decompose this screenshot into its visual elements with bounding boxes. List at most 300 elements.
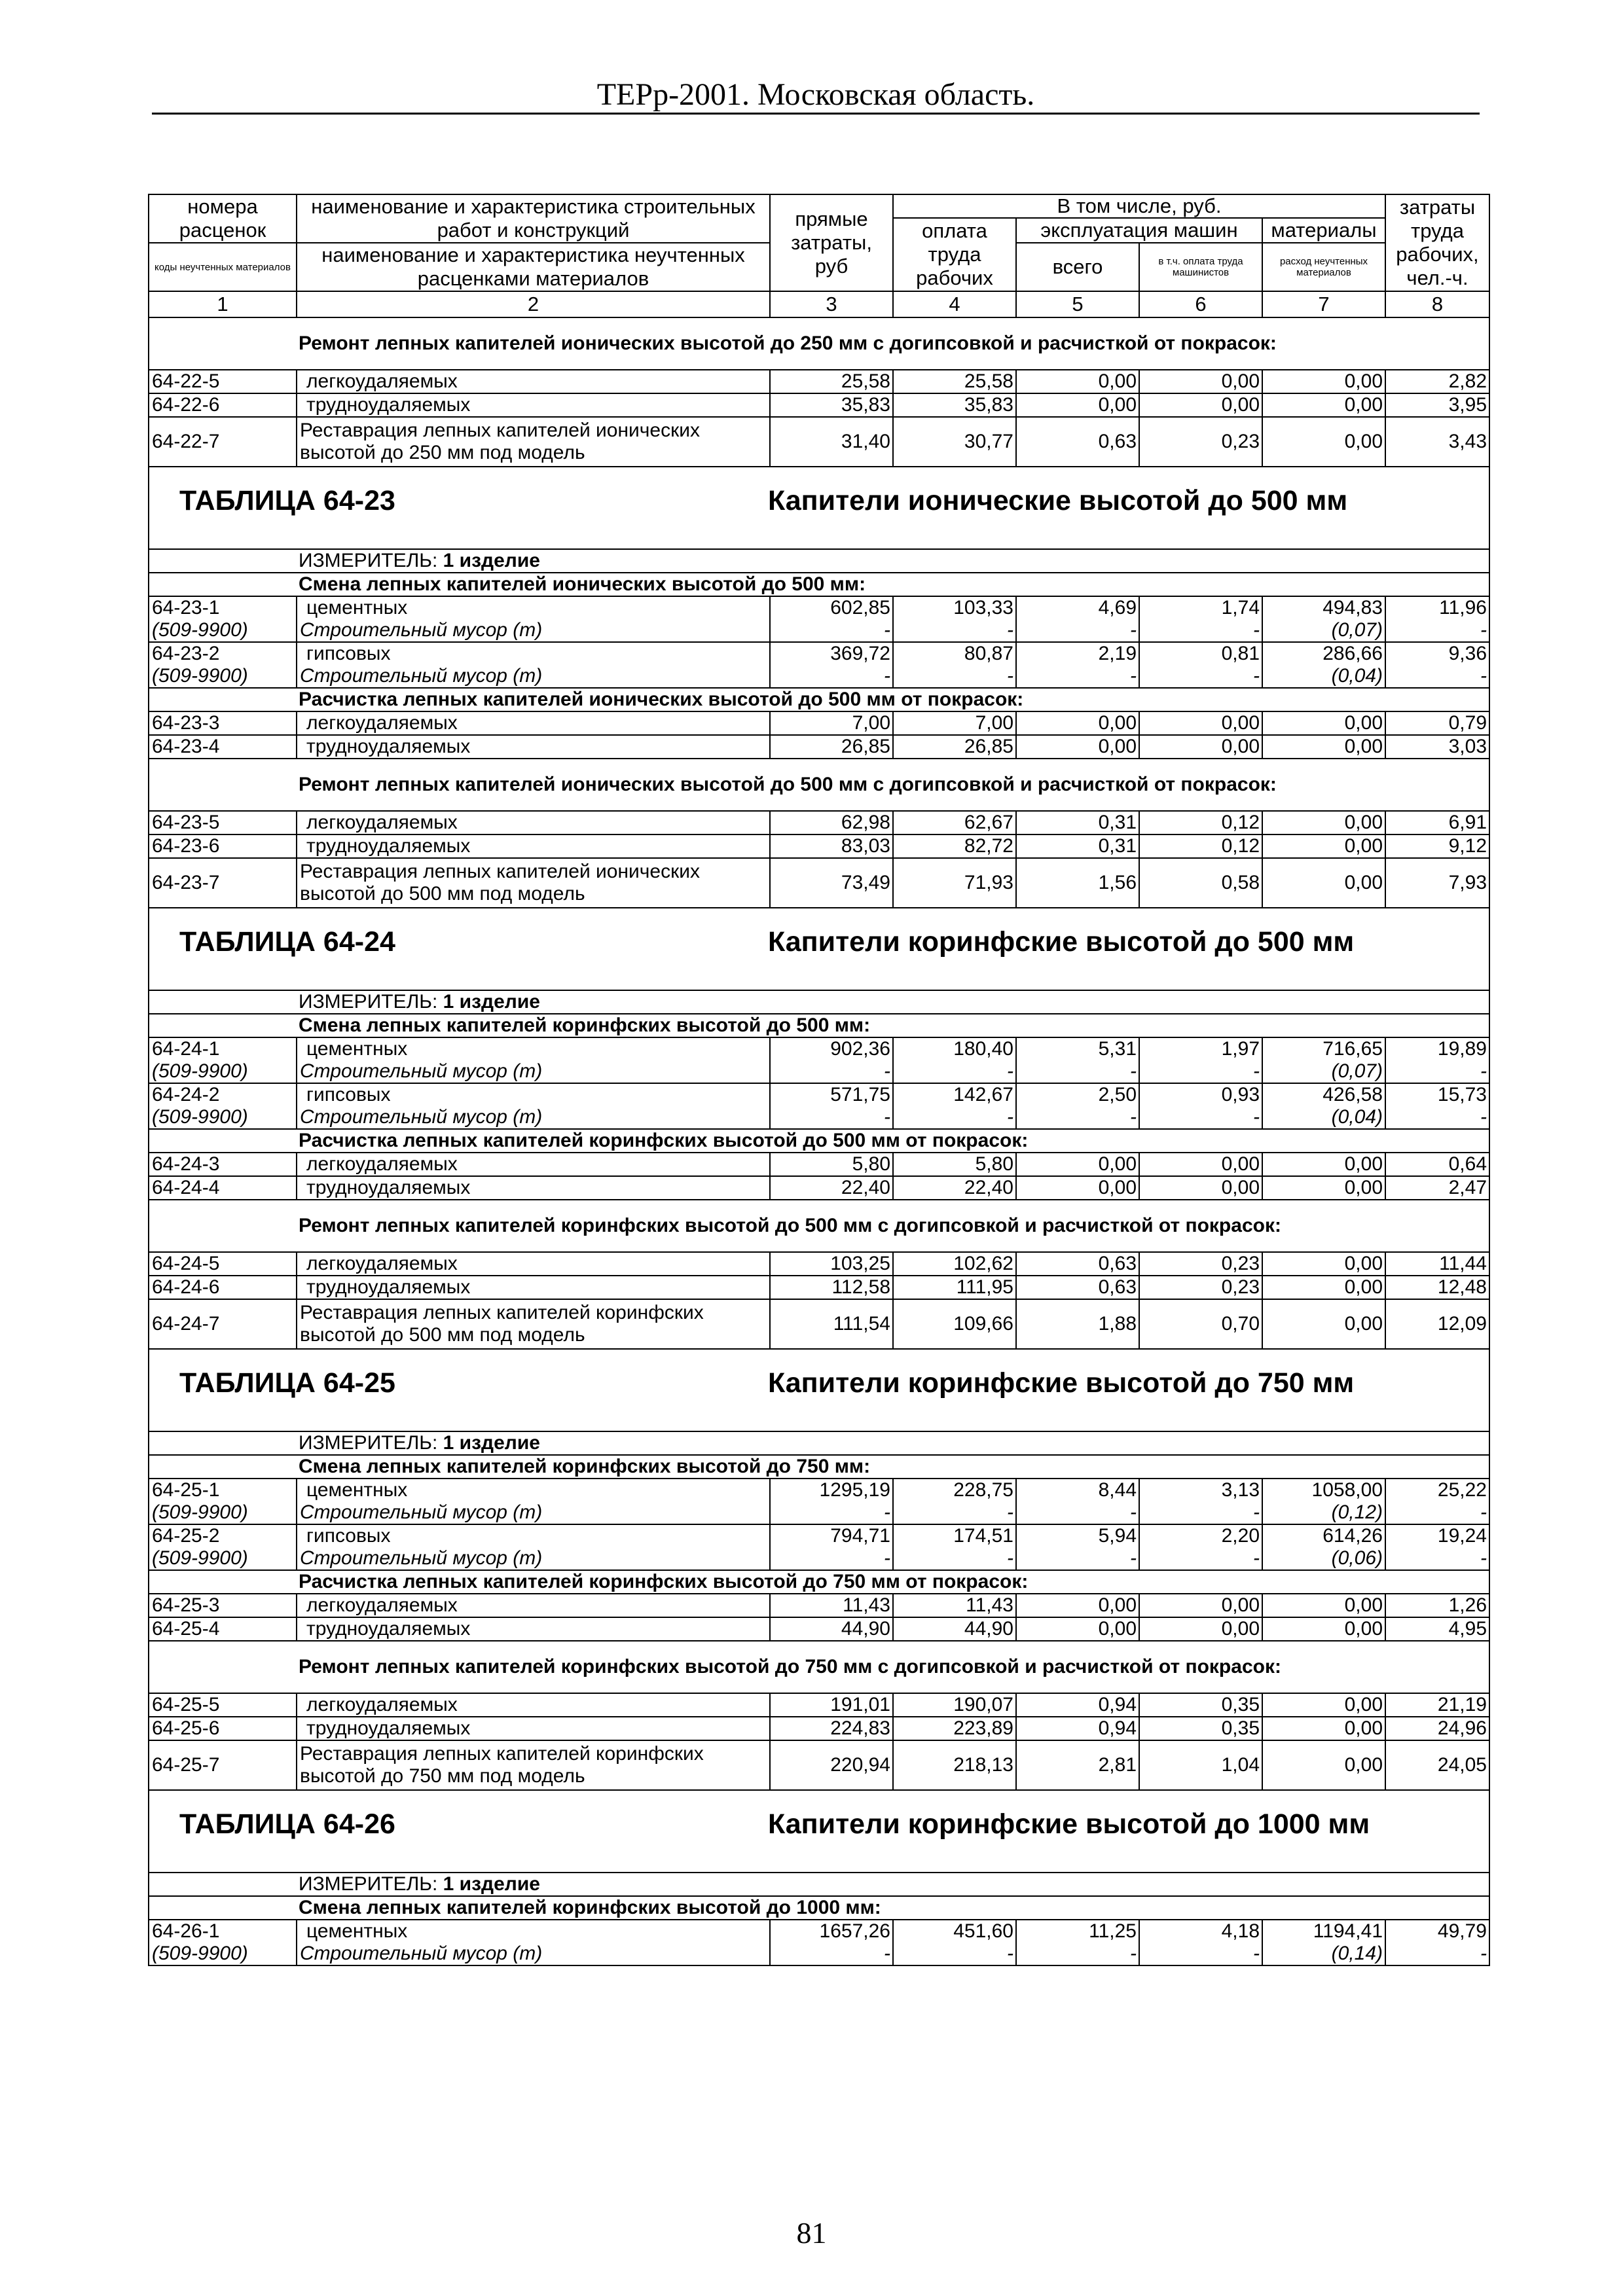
table-row: [149, 711, 1489, 735]
material-code: (509-9900): [149, 619, 297, 642]
col-7-header-bottom: расход неучтенных материалов: [1262, 243, 1385, 291]
labor-cost: 111,95: [893, 1276, 1016, 1299]
machine-cost: 2,50: [1016, 1083, 1139, 1106]
material-row: [149, 619, 1489, 642]
rate-code: 64-22-5: [149, 370, 297, 393]
material-consumption: (0,06): [1262, 1547, 1385, 1570]
labor-hours: -: [1385, 665, 1489, 688]
table-row: [149, 1740, 1489, 1790]
material-row: [149, 1943, 1489, 1965]
labor-cost: 5,80: [893, 1153, 1016, 1176]
labor-cost: 142,67: [893, 1083, 1016, 1106]
col-number: 1: [149, 291, 297, 317]
labor-hours: 15,73: [1385, 1083, 1489, 1106]
direct-cost: 224,83: [770, 1717, 893, 1740]
labor-hours: 3,43: [1385, 417, 1489, 467]
material-row: [149, 1060, 1489, 1083]
labor-cost: 30,77: [893, 417, 1016, 467]
table-title: ТАБЛИЦА 64-24: [179, 926, 395, 958]
rate-code: 64-25-3: [149, 1594, 297, 1617]
material-code: (509-9900): [149, 1547, 297, 1570]
machine-cost: 2,19: [1016, 642, 1139, 665]
work-name: Реставрация лепных капителей ионических высотой до 500 мм под модель: [297, 858, 770, 908]
rate-code: 64-23-5: [149, 811, 297, 834]
labor-cost: 102,62: [893, 1252, 1016, 1276]
machinist-cost: 0,00: [1139, 711, 1262, 735]
direct-cost: -: [770, 619, 893, 642]
machine-cost: 0,63: [1016, 1252, 1139, 1276]
machinist-cost: 0,58: [1139, 858, 1262, 908]
machinist-cost: -: [1139, 1106, 1262, 1129]
section-title: Расчистка лепных капителей коринфских высотой до 750 мм от покрасок:: [149, 1570, 1489, 1594]
rate-code: 64-25-6: [149, 1717, 297, 1740]
direct-cost: -: [770, 1943, 893, 1965]
machinist-cost: 0,35: [1139, 1717, 1262, 1740]
materials-cost: 0,00: [1262, 1252, 1385, 1276]
direct-cost: 26,85: [770, 735, 893, 759]
table-heading: [149, 1790, 1489, 1873]
direct-cost: 103,25: [770, 1252, 893, 1276]
machinist-cost: 0,81: [1139, 642, 1262, 665]
labor-hours: 19,24: [1385, 1524, 1489, 1547]
machinist-cost: -: [1139, 1943, 1262, 1965]
table-row: [149, 834, 1489, 858]
section-title: Расчистка лепных капителей ионических высотой до 500 мм от покрасок:: [149, 688, 1489, 711]
machinist-cost: 3,13: [1139, 1479, 1262, 1501]
material-consumption: (0,14): [1262, 1943, 1385, 1965]
machine-cost: -: [1016, 1106, 1139, 1129]
table-description: Капители коринфские высотой до 1000 мм: [768, 1808, 1370, 1840]
machine-cost: 0,00: [1016, 711, 1139, 735]
labor-hours: 7,93: [1385, 858, 1489, 908]
title-rule: [152, 113, 1480, 115]
machine-cost: 0,31: [1016, 834, 1139, 858]
material-code: (509-9900): [149, 665, 297, 688]
rate-code: 64-25-7: [149, 1740, 297, 1790]
labor-cost: 80,87: [893, 642, 1016, 665]
section-title: Смена лепных капителей коринфских высотой до 750 мм:: [149, 1455, 1489, 1479]
labor-hours: 19,89: [1385, 1037, 1489, 1060]
direct-cost: -: [770, 1106, 893, 1129]
work-name: гипсовых: [297, 1083, 770, 1106]
material-name: Строительный мусор (т): [297, 1060, 770, 1083]
col-number: 6: [1139, 291, 1262, 317]
labor-hours: 11,44: [1385, 1252, 1489, 1276]
col-7-header-top: материалы: [1262, 218, 1385, 243]
table-row: [149, 1594, 1489, 1617]
direct-cost: 7,00: [770, 711, 893, 735]
section-heading: [149, 1014, 1489, 1037]
materials-cost: 0,00: [1262, 1176, 1385, 1200]
col-6-header: в т.ч. оплата труда машинистов: [1139, 243, 1262, 291]
machines-header: эксплуатация машин: [1016, 218, 1262, 243]
table-row: [149, 811, 1489, 834]
labor-hours: 9,36: [1385, 642, 1489, 665]
header-row-1: [149, 194, 1489, 218]
materials-cost: 0,00: [1262, 1276, 1385, 1299]
materials-cost: 0,00: [1262, 1693, 1385, 1717]
labor-hours: 49,79: [1385, 1920, 1489, 1943]
rate-code: 64-25-1: [149, 1479, 297, 1501]
machinist-cost: 0,00: [1139, 735, 1262, 759]
section-title: Смена лепных капителей ионических высотой до 500 мм:: [149, 573, 1489, 596]
work-name: цементных: [297, 1037, 770, 1060]
section-title: Смена лепных капителей коринфских высотой до 1000 мм:: [149, 1896, 1489, 1920]
material-code: (509-9900): [149, 1106, 297, 1129]
materials-cost: 0,00: [1262, 370, 1385, 393]
col-number: 4: [893, 291, 1016, 317]
labor-cost: 190,07: [893, 1693, 1016, 1717]
section-heading: [149, 1896, 1489, 1920]
materials-cost: 0,00: [1262, 711, 1385, 735]
labor-hours: 12,48: [1385, 1276, 1489, 1299]
work-name: гипсовых: [297, 1524, 770, 1547]
labor-cost: 71,93: [893, 858, 1016, 908]
machinist-cost: 0,93: [1139, 1083, 1262, 1106]
machine-cost: -: [1016, 1943, 1139, 1965]
materials-cost: 0,00: [1262, 1617, 1385, 1641]
materials-cost: 426,58: [1262, 1083, 1385, 1106]
machine-cost: 5,94: [1016, 1524, 1139, 1547]
rate-code: 64-25-4: [149, 1617, 297, 1641]
rate-code: 64-22-6: [149, 393, 297, 417]
labor-cost: 228,75: [893, 1479, 1016, 1501]
machinist-cost: 0,00: [1139, 1176, 1262, 1200]
labor-cost: 7,00: [893, 711, 1016, 735]
table-title: ТАБЛИЦА 64-26: [179, 1808, 395, 1840]
direct-cost: 369,72: [770, 642, 893, 665]
section-heading: [149, 573, 1489, 596]
material-row: [149, 1547, 1489, 1570]
table-row: [149, 1617, 1489, 1641]
table-heading: [149, 1349, 1489, 1431]
group-header: В том числе, руб.: [893, 194, 1385, 218]
labor-cost: -: [893, 1943, 1016, 1965]
direct-cost: 571,75: [770, 1083, 893, 1106]
machinist-cost: -: [1139, 1547, 1262, 1570]
table-row: [149, 1299, 1489, 1349]
labor-cost: 22,40: [893, 1176, 1016, 1200]
machinist-cost: 0,00: [1139, 393, 1262, 417]
col-number: 3: [770, 291, 893, 317]
direct-cost: 5,80: [770, 1153, 893, 1176]
measure-label: ИЗМЕРИТЕЛЬ:: [299, 1873, 438, 1895]
table-row: [149, 858, 1489, 908]
material-name: Строительный мусор (т): [297, 1547, 770, 1570]
measure-value: 1 изделие: [443, 991, 540, 1013]
labor-cost: 109,66: [893, 1299, 1016, 1349]
labor-hours: 12,09: [1385, 1299, 1489, 1349]
direct-cost: 794,71: [770, 1524, 893, 1547]
rate-code: 64-23-6: [149, 834, 297, 858]
col-4-header: оплата труда рабочих: [893, 218, 1016, 291]
rate-code: 64-23-1: [149, 596, 297, 619]
machine-cost: 0,00: [1016, 735, 1139, 759]
machine-cost: 11,25: [1016, 1920, 1139, 1943]
section-heading: [149, 759, 1489, 811]
rate-code: 64-24-4: [149, 1176, 297, 1200]
machine-cost: 0,00: [1016, 1176, 1139, 1200]
direct-cost: 220,94: [770, 1740, 893, 1790]
labor-hours: 24,96: [1385, 1717, 1489, 1740]
labor-hours: -: [1385, 1943, 1489, 1965]
measure-row: [149, 1873, 1489, 1896]
labor-hours: 0,79: [1385, 711, 1489, 735]
table-row: [149, 1693, 1489, 1717]
machinist-cost: -: [1139, 619, 1262, 642]
table-row: [149, 1479, 1489, 1501]
material-row: [149, 1106, 1489, 1129]
machinist-cost: 0,00: [1139, 1153, 1262, 1176]
table-row: [149, 370, 1489, 393]
rate-code: 64-23-7: [149, 858, 297, 908]
materials-cost: 0,00: [1262, 811, 1385, 834]
direct-cost: 35,83: [770, 393, 893, 417]
machine-cost: 0,31: [1016, 811, 1139, 834]
machinist-cost: 0,12: [1139, 834, 1262, 858]
direct-cost: 1657,26: [770, 1920, 893, 1943]
machine-cost: 0,00: [1016, 1153, 1139, 1176]
col-number: 2: [297, 291, 770, 317]
direct-cost: -: [770, 1501, 893, 1524]
work-name: трудноудаляемых: [297, 735, 770, 759]
table-row: [149, 1083, 1489, 1106]
machinist-cost: -: [1139, 1060, 1262, 1083]
machine-cost: 0,94: [1016, 1693, 1139, 1717]
col-number: 5: [1016, 291, 1139, 317]
labor-hours: -: [1385, 1106, 1489, 1129]
work-name: легкоудаляемых: [297, 711, 770, 735]
material-code: (509-9900): [149, 1060, 297, 1083]
labor-hours: 6,91: [1385, 811, 1489, 834]
labor-cost: -: [893, 665, 1016, 688]
materials-cost: 1058,00: [1262, 1479, 1385, 1501]
work-name: трудноудаляемых: [297, 393, 770, 417]
labor-cost: -: [893, 1547, 1016, 1570]
section-title: Расчистка лепных капителей коринфских высотой до 500 мм от покрасок:: [149, 1129, 1489, 1153]
table-row: [149, 417, 1489, 467]
materials-cost: 614,26: [1262, 1524, 1385, 1547]
material-consumption: (0,12): [1262, 1501, 1385, 1524]
rate-code: 64-25-2: [149, 1524, 297, 1547]
material-consumption: (0,04): [1262, 665, 1385, 688]
direct-cost: 111,54: [770, 1299, 893, 1349]
materials-cost: 716,65: [1262, 1037, 1385, 1060]
work-name: трудноудаляемых: [297, 1617, 770, 1641]
labor-cost: 44,90: [893, 1617, 1016, 1641]
material-consumption: (0,07): [1262, 1060, 1385, 1083]
labor-cost: 103,33: [893, 596, 1016, 619]
work-name: гипсовых: [297, 642, 770, 665]
materials-cost: 0,00: [1262, 735, 1385, 759]
direct-cost: 62,98: [770, 811, 893, 834]
machinist-cost: -: [1139, 665, 1262, 688]
page-number: 81: [796, 2216, 827, 2250]
column-numbers-row: [149, 291, 1489, 317]
measure-label: ИЗМЕРИТЕЛЬ:: [299, 991, 438, 1013]
direct-cost: 25,58: [770, 370, 893, 393]
section-title: Ремонт лепных капителей коринфских высотой до 750 мм с догипсовкой и расчисткой от покрасок:: [149, 1641, 1489, 1693]
materials-cost: 0,00: [1262, 1594, 1385, 1617]
section-heading: [149, 1455, 1489, 1479]
material-row: [149, 665, 1489, 688]
section-heading: [149, 1129, 1489, 1153]
work-name: легкоудаляемых: [297, 1153, 770, 1176]
rate-code: 64-24-3: [149, 1153, 297, 1176]
col-number: 7: [1262, 291, 1385, 317]
work-name: цементных: [297, 1920, 770, 1943]
materials-cost: 0,00: [1262, 1299, 1385, 1349]
col-2-header-bottom: наименование и характеристика неучтенных расценками материалов: [297, 243, 770, 291]
rate-code: 64-24-5: [149, 1252, 297, 1276]
col-8-header: затраты труда рабочих, чел.-ч.: [1385, 194, 1489, 291]
table-description: Капители коринфские высотой до 750 мм: [768, 1367, 1355, 1399]
labor-hours: -: [1385, 619, 1489, 642]
labor-hours: 0,64: [1385, 1153, 1489, 1176]
machinist-cost: 1,74: [1139, 596, 1262, 619]
labor-hours: 2,47: [1385, 1176, 1489, 1200]
machinist-cost: 0,00: [1139, 370, 1262, 393]
work-name: трудноудаляемых: [297, 1717, 770, 1740]
section-title: Ремонт лепных капителей ионических высотой до 500 мм с догипсовкой и расчисткой от покрасок:: [149, 759, 1489, 811]
labor-hours: 2,82: [1385, 370, 1489, 393]
work-name: трудноудаляемых: [297, 1276, 770, 1299]
labor-hours: 4,95: [1385, 1617, 1489, 1641]
section-heading: [149, 688, 1489, 711]
machinist-cost: 2,20: [1139, 1524, 1262, 1547]
direct-cost: 44,90: [770, 1617, 893, 1641]
labor-hours: -: [1385, 1547, 1489, 1570]
table-row: [149, 735, 1489, 759]
machine-cost: 0,00: [1016, 1617, 1139, 1641]
material-name: Строительный мусор (т): [297, 1501, 770, 1524]
machinist-cost: 0,23: [1139, 1276, 1262, 1299]
machinist-cost: 1,97: [1139, 1037, 1262, 1060]
machine-cost: 0,00: [1016, 393, 1139, 417]
table-row: [149, 1717, 1489, 1740]
machinist-cost: 0,00: [1139, 1617, 1262, 1641]
direct-cost: 83,03: [770, 834, 893, 858]
rate-code: 64-25-5: [149, 1693, 297, 1717]
work-name: Реставрация лепных капителей коринфских высотой до 750 мм под модель: [297, 1740, 770, 1790]
labor-cost: 223,89: [893, 1717, 1016, 1740]
table-row: [149, 1153, 1489, 1176]
work-name: легкоудаляемых: [297, 370, 770, 393]
direct-cost: -: [770, 1547, 893, 1570]
work-name: трудноудаляемых: [297, 834, 770, 858]
measure-value: 1 изделие: [443, 1873, 540, 1895]
machine-cost: -: [1016, 1060, 1139, 1083]
materials-cost: 0,00: [1262, 393, 1385, 417]
table-heading: [149, 908, 1489, 990]
table-description: Капители коринфские высотой до 500 мм: [768, 926, 1355, 958]
price-table: [148, 194, 1490, 1966]
table-description: Капители ионические высотой до 500 мм: [768, 485, 1348, 516]
materials-cost: 286,66: [1262, 642, 1385, 665]
labor-cost: 62,67: [893, 811, 1016, 834]
labor-cost: 451,60: [893, 1920, 1016, 1943]
work-name: легкоудаляемых: [297, 1693, 770, 1717]
direct-cost: 112,58: [770, 1276, 893, 1299]
machine-cost: -: [1016, 619, 1139, 642]
direct-cost: 31,40: [770, 417, 893, 467]
materials-cost: 0,00: [1262, 858, 1385, 908]
machinist-cost: 1,04: [1139, 1740, 1262, 1790]
col-2-header: наименование и характеристика строительных работ и конструкций: [297, 194, 770, 243]
table-title: ТАБЛИЦА 64-25: [179, 1367, 395, 1399]
materials-cost: 0,00: [1262, 1153, 1385, 1176]
labor-hours: 25,22: [1385, 1479, 1489, 1501]
labor-cost: 35,83: [893, 393, 1016, 417]
labor-cost: -: [893, 1501, 1016, 1524]
direct-cost: 11,43: [770, 1594, 893, 1617]
measure-value: 1 изделие: [443, 550, 540, 571]
machine-cost: -: [1016, 665, 1139, 688]
labor-hours: 3,95: [1385, 393, 1489, 417]
machine-cost: -: [1016, 1501, 1139, 1524]
measure-row: [149, 549, 1489, 573]
labor-hours: -: [1385, 1060, 1489, 1083]
work-name: цементных: [297, 1479, 770, 1501]
machinist-cost: 0,00: [1139, 1594, 1262, 1617]
materials-cost: 0,00: [1262, 417, 1385, 467]
machinist-cost: 4,18: [1139, 1920, 1262, 1943]
material-code: (509-9900): [149, 1943, 297, 1965]
section-heading: [149, 317, 1489, 370]
work-name: легкоудаляемых: [297, 1594, 770, 1617]
materials-cost: 494,83: [1262, 596, 1385, 619]
direct-cost: 1295,19: [770, 1479, 893, 1501]
labor-hours: 24,05: [1385, 1740, 1489, 1790]
table-row: [149, 1524, 1489, 1547]
table-title: ТАБЛИЦА 64-23: [179, 485, 395, 516]
machine-cost: 1,56: [1016, 858, 1139, 908]
materials-cost: 0,00: [1262, 834, 1385, 858]
material-name: Строительный мусор (т): [297, 1943, 770, 1965]
col-1-header-bottom: коды неучтенных материалов: [149, 243, 297, 291]
direct-cost: 602,85: [770, 596, 893, 619]
table-row: [149, 1920, 1489, 1943]
machinist-cost: 0,35: [1139, 1693, 1262, 1717]
measure-value: 1 изделие: [443, 1432, 540, 1454]
table-row: [149, 1252, 1489, 1276]
labor-hours: -: [1385, 1501, 1489, 1524]
material-name: Строительный мусор (т): [297, 665, 770, 688]
labor-cost: -: [893, 1060, 1016, 1083]
work-name: легкоудаляемых: [297, 811, 770, 834]
machine-cost: 2,81: [1016, 1740, 1139, 1790]
rate-code: 64-26-1: [149, 1920, 297, 1943]
direct-cost: 902,36: [770, 1037, 893, 1060]
labor-hours: 3,03: [1385, 735, 1489, 759]
col-3-header: прямые затраты, руб: [770, 194, 893, 291]
machinist-cost: 0,23: [1139, 1252, 1262, 1276]
machine-cost: 0,94: [1016, 1717, 1139, 1740]
page-title: ТЕРр-2001. Московская область.: [596, 77, 1035, 112]
material-name: Строительный мусор (т): [297, 619, 770, 642]
labor-cost: 11,43: [893, 1594, 1016, 1617]
rate-code: 64-23-2: [149, 642, 297, 665]
machine-cost: 0,63: [1016, 417, 1139, 467]
machinist-cost: 0,12: [1139, 811, 1262, 834]
machinist-cost: -: [1139, 1501, 1262, 1524]
work-name: легкоудаляемых: [297, 1252, 770, 1276]
labor-cost: 25,58: [893, 370, 1016, 393]
labor-cost: 174,51: [893, 1524, 1016, 1547]
col-number: 8: [1385, 291, 1489, 317]
machinist-cost: 0,70: [1139, 1299, 1262, 1349]
col-5-header: всего: [1016, 243, 1139, 291]
